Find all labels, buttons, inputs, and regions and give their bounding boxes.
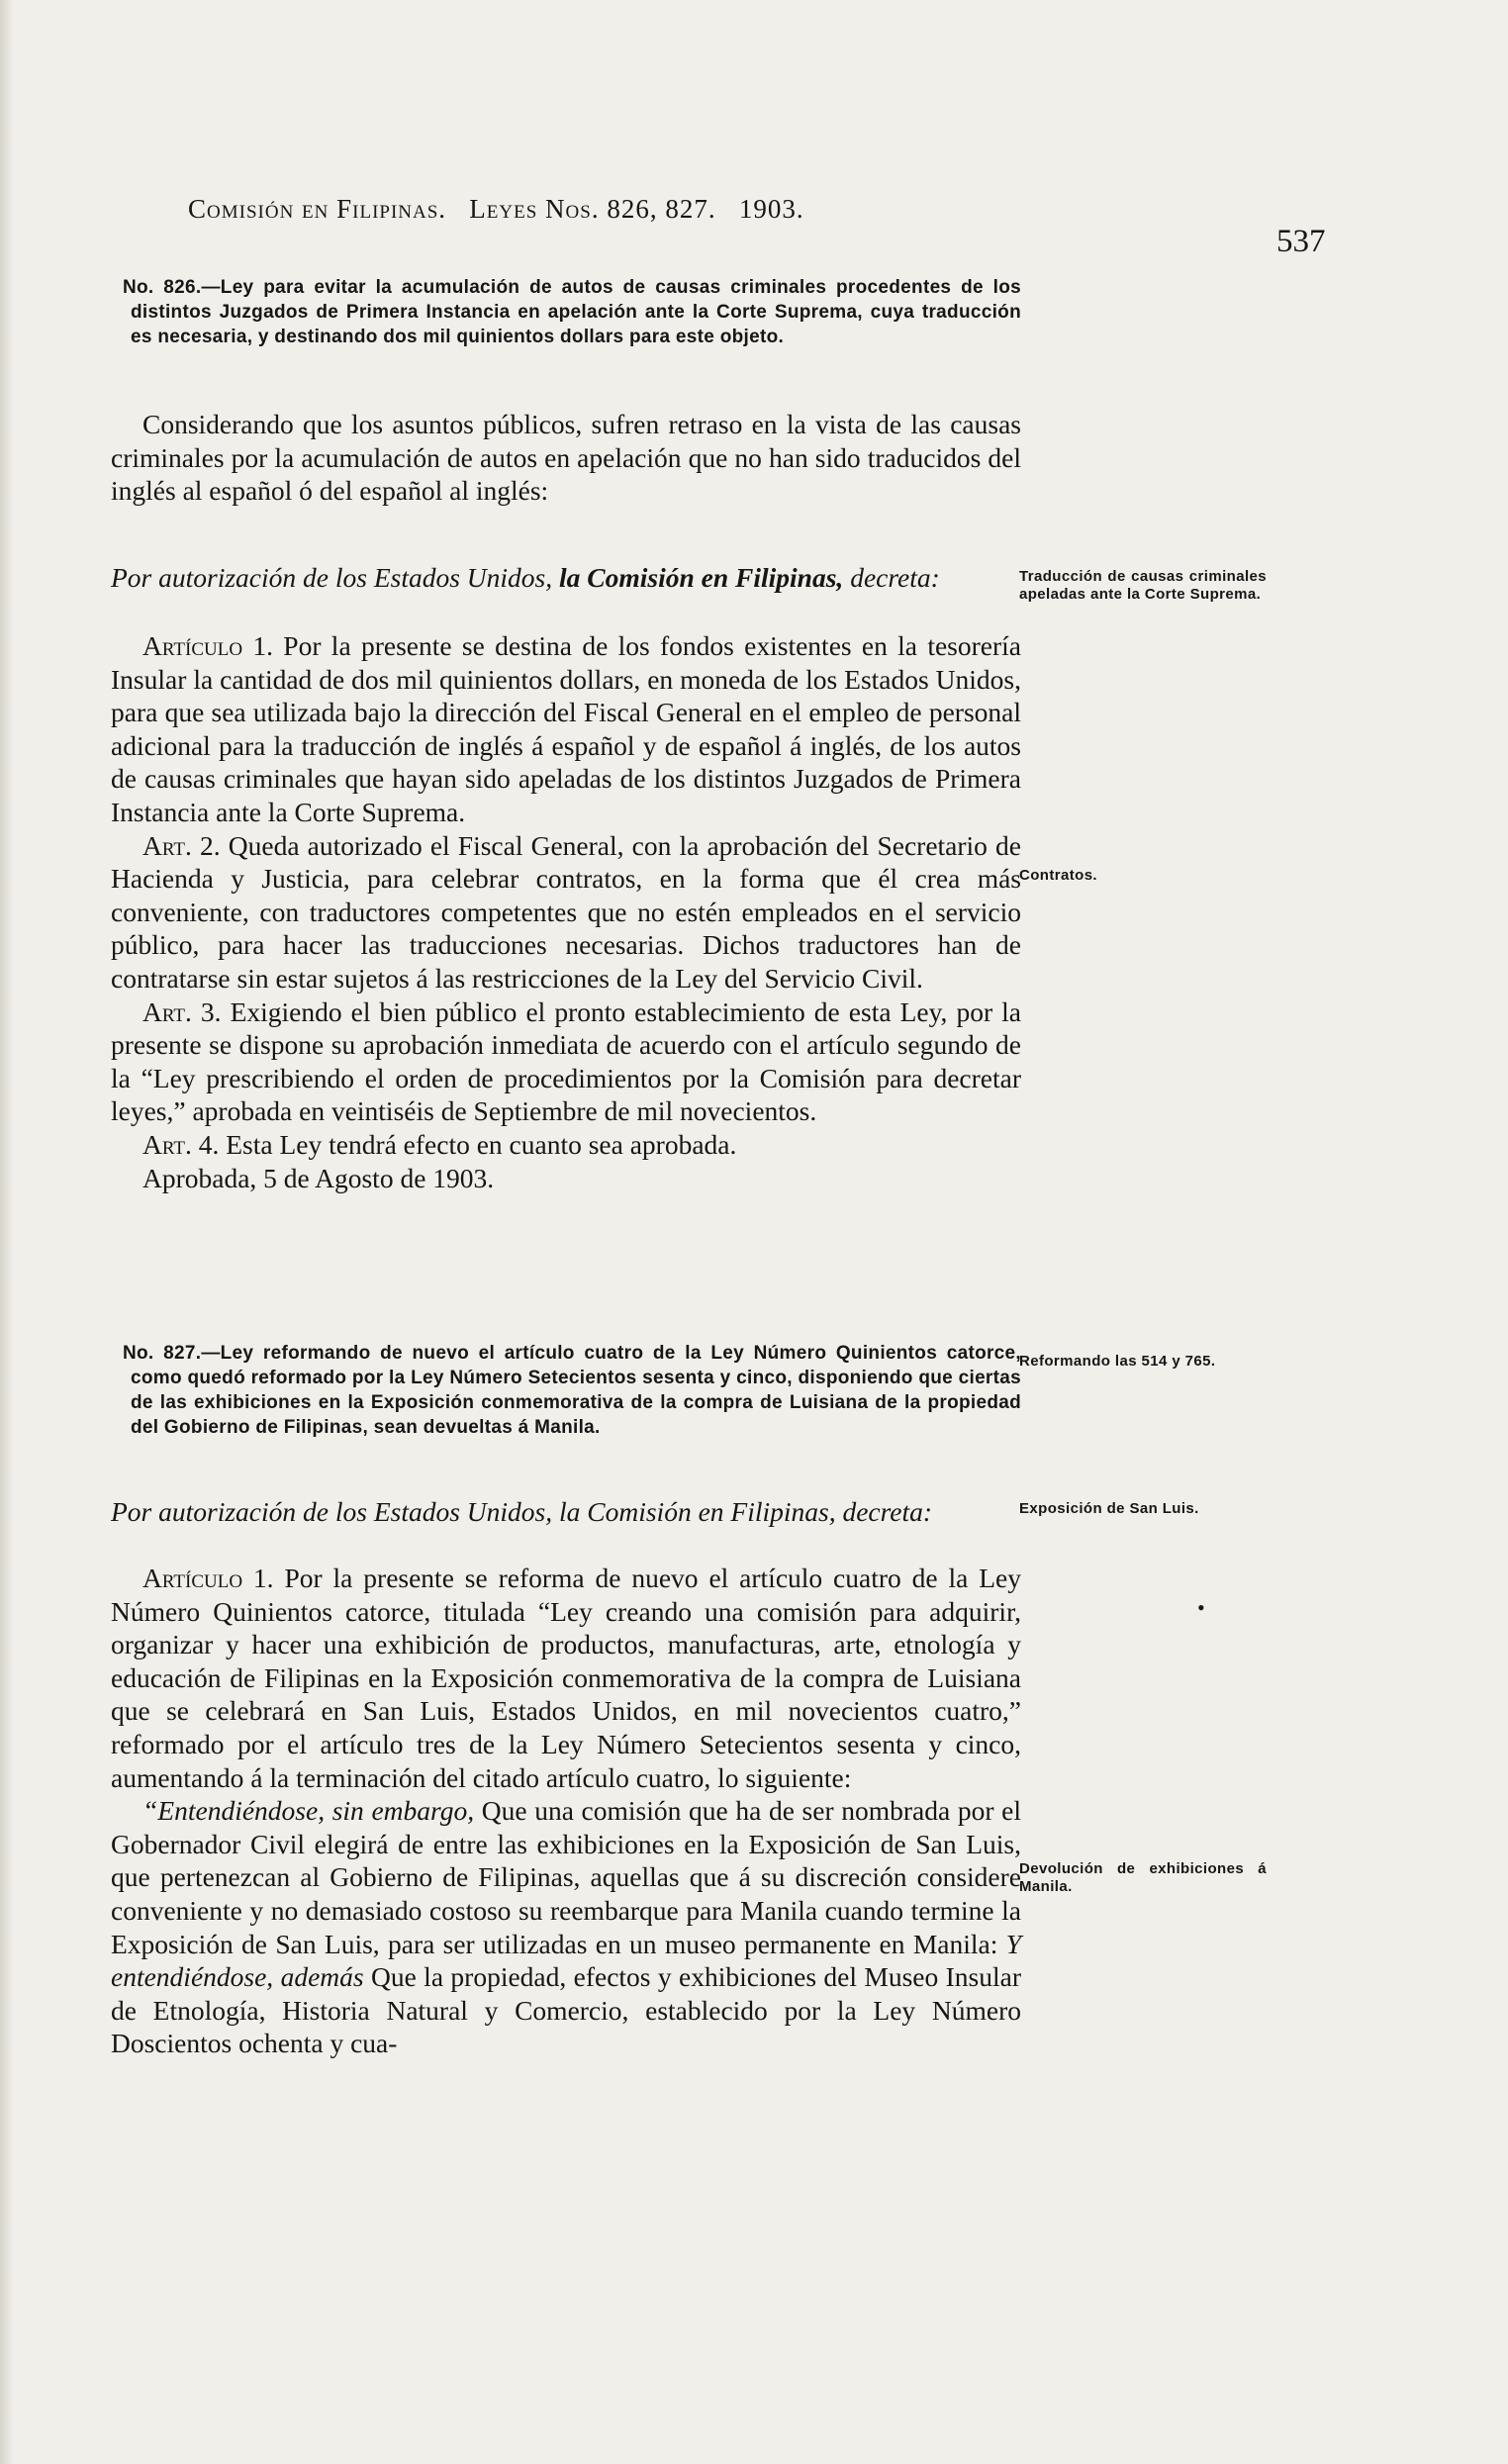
article-1-827: [111, 1562, 1021, 1794]
article-4: [111, 1128, 1021, 1162]
article-2: [111, 829, 1021, 995]
enacting-authority: Por autorización de los Estados Unidos,: [111, 562, 553, 593]
law-827-articles: [111, 1562, 1021, 2060]
enacting-authority-827: Por autorización de los Estados Unidos, la Comisión en Filipinas,: [111, 1496, 836, 1527]
sidenote-reformando: Reformando las 514 y 765.: [1019, 1353, 1216, 1370]
law-826-number: No. 826.: [123, 277, 202, 298]
running-head-title: Comisión en Filipinas.: [188, 194, 447, 224]
article-1-text: Por la presente se destina de los fondos existentes en la tesorería Insular la cantidad de dos mil quinientos dollars, en moneda de los Estados Unidos, para que sea utilizada bajo la dirección del Fiscal General en el empleo de personal adicional para la traducción de inglés á español y de español á inglés, de los autos de causas criminales que hayan sido apeladas de los distintos Juzgados de Primera Instancia ante la Corte Suprema.: [111, 630, 1021, 827]
sidenote-traduccion: Traducción de causas criminales apeladas ante la Corte Suprema.: [1019, 568, 1267, 603]
enacting-decreta-827: decreta:: [842, 1496, 933, 1527]
article-1-827-label: Artículo 1.: [142, 1563, 274, 1593]
approval-date: Aprobada, 5 de Agosto de 1903.: [142, 1162, 495, 1193]
sidenote-devolucion: Devolución de exhibiciones á Manila.: [1019, 1860, 1267, 1895]
enacting-decreta: decreta:: [850, 562, 940, 593]
quoted-amendment: [111, 1794, 1021, 2060]
page-edge-shadow: [0, 0, 14, 2464]
article-3-text: Exigiendo el bien público el pronto establecimiento de esta Ley, por la presente se dispone su aprobación inmediata de acuerdo con el artículo segundo de la “Ley prescribiendo el orden de procedimientos por la Comisión para decretar leyes,” aprobada en veintiséis de Septiembre de mil novecientos.: [111, 995, 1022, 1127]
article-1-label: Artículo 1.: [142, 630, 273, 661]
law-827-summary: [111, 1341, 1021, 1440]
speck-mark: •: [1197, 1595, 1205, 1620]
article-4-text: Esta Ley tendrá efecto en cuanto sea aprobada.: [226, 1128, 737, 1160]
law-826-enacting-clause: [111, 562, 1021, 594]
sidenote-exposicion: Exposición de San Luis.: [1019, 1500, 1199, 1517]
law-826-summary-text: —Ley para evitar la acumulación de autos de causas criminales procedentes de los distintos Juzgados de Primera Instancia en apelación ante la Corte Suprema, cuya traducción es necesaria, y destinando dos mil quinientos dollars para este objeto.: [131, 277, 1022, 347]
running-head-year: 1903.: [738, 194, 804, 224]
law-827-summary-text: —Ley reformando de nuevo el artículo cuatro de la Ley Número Quinientos catorce, como quedó reformado por la Ley Número Setecientos sesenta y cinco, disponiendo que ciertas de las exhibiciones en la Exposición conmemorativa de la compra de Luisiana de la propiedad del Gobierno de Filipinas, sean devueltas á Manila.: [131, 1343, 1021, 1438]
law-826-preamble: [111, 408, 1021, 508]
preamble-text: Considerando que los asuntos públicos, sufren retraso en la vista de las causas criminales por la acumulación de autos en apelación que no han sido traducidos del inglés al español ó del español al inglés:: [111, 409, 1021, 507]
running-head: [188, 194, 1227, 225]
quote-italic-2: Y entendiéndose, además: [111, 1928, 1021, 1993]
law-827-enacting-clause: [111, 1496, 1021, 1528]
law-827-number: No. 827.: [123, 1343, 202, 1364]
article-4-label: Art. 4.: [142, 1128, 220, 1160]
article-1: [111, 629, 1021, 829]
page-number: 537: [1276, 224, 1326, 259]
article-2-label: Art. 2.: [142, 829, 221, 861]
enacting-commission: la Comisión en Filipinas,: [559, 562, 844, 593]
law-826-articles: [111, 629, 1021, 1194]
quote-text-1: Que una comisión que ha de ser nombrada por el Gobernador Civil elegirá de entre las exhibiciones en la Exposición de San Luis, que pertenezcan al Gobierno de Filipinas, aquellas que á su discreción considere conveniente y no demasiado costoso su reembarque para Manila cuando termine la Exposición de San Luis, para ser utilizadas en un museo permanente en Manila:: [111, 1795, 1022, 1959]
article-1-827-text: Por la presente se reforma de nuevo el artículo cuatro de la Ley Número Quinientos catorce, titulada “Ley creando una comisión para adquirir, organizar y hacer una exhibición de productos, manufacturas, arte, etnología y educación de Filipinas en la Exposición conmemorativa de la compra de Luisiana que se celebrará en San Luis, Estados Unidos, en mil novecientos cuatro,” reformado por el artículo tres de la Ley Número Setecientos sesenta y cinco, aumentando á la terminación del citado artículo cuatro, lo siguiente:: [111, 1563, 1021, 1793]
article-3-label: Art. 3.: [142, 995, 222, 1027]
article-2-text: Queda autorizado el Fiscal General, con la aprobación del Secretario de Hacienda y Justicia, para celebrar contratos, en la forma que él crea más conveniente, con traductores competentes que no estén empleados en el servicio público, para hacer las traducciones necesarias. Dichos traductores han de contratarse sin estar sujetos á las restricciones de la Ley del Servicio Civil.: [111, 829, 1021, 994]
running-head-laws: Leyes Nos. 826, 827.: [469, 194, 716, 224]
quote-text-2: Que la propiedad, efectos y exhibiciones del Museo Insular de Etnología, Historia Natural y Comercio, establecido por la Ley Número Doscientos ochenta y cua-: [111, 1961, 1021, 2059]
sidenote-contratos: Contratos.: [1019, 867, 1097, 884]
quote-opening: “Entendiéndose, sin embargo,: [142, 1795, 475, 1827]
law-826-summary: [111, 275, 1021, 349]
article-3: [111, 995, 1021, 1128]
